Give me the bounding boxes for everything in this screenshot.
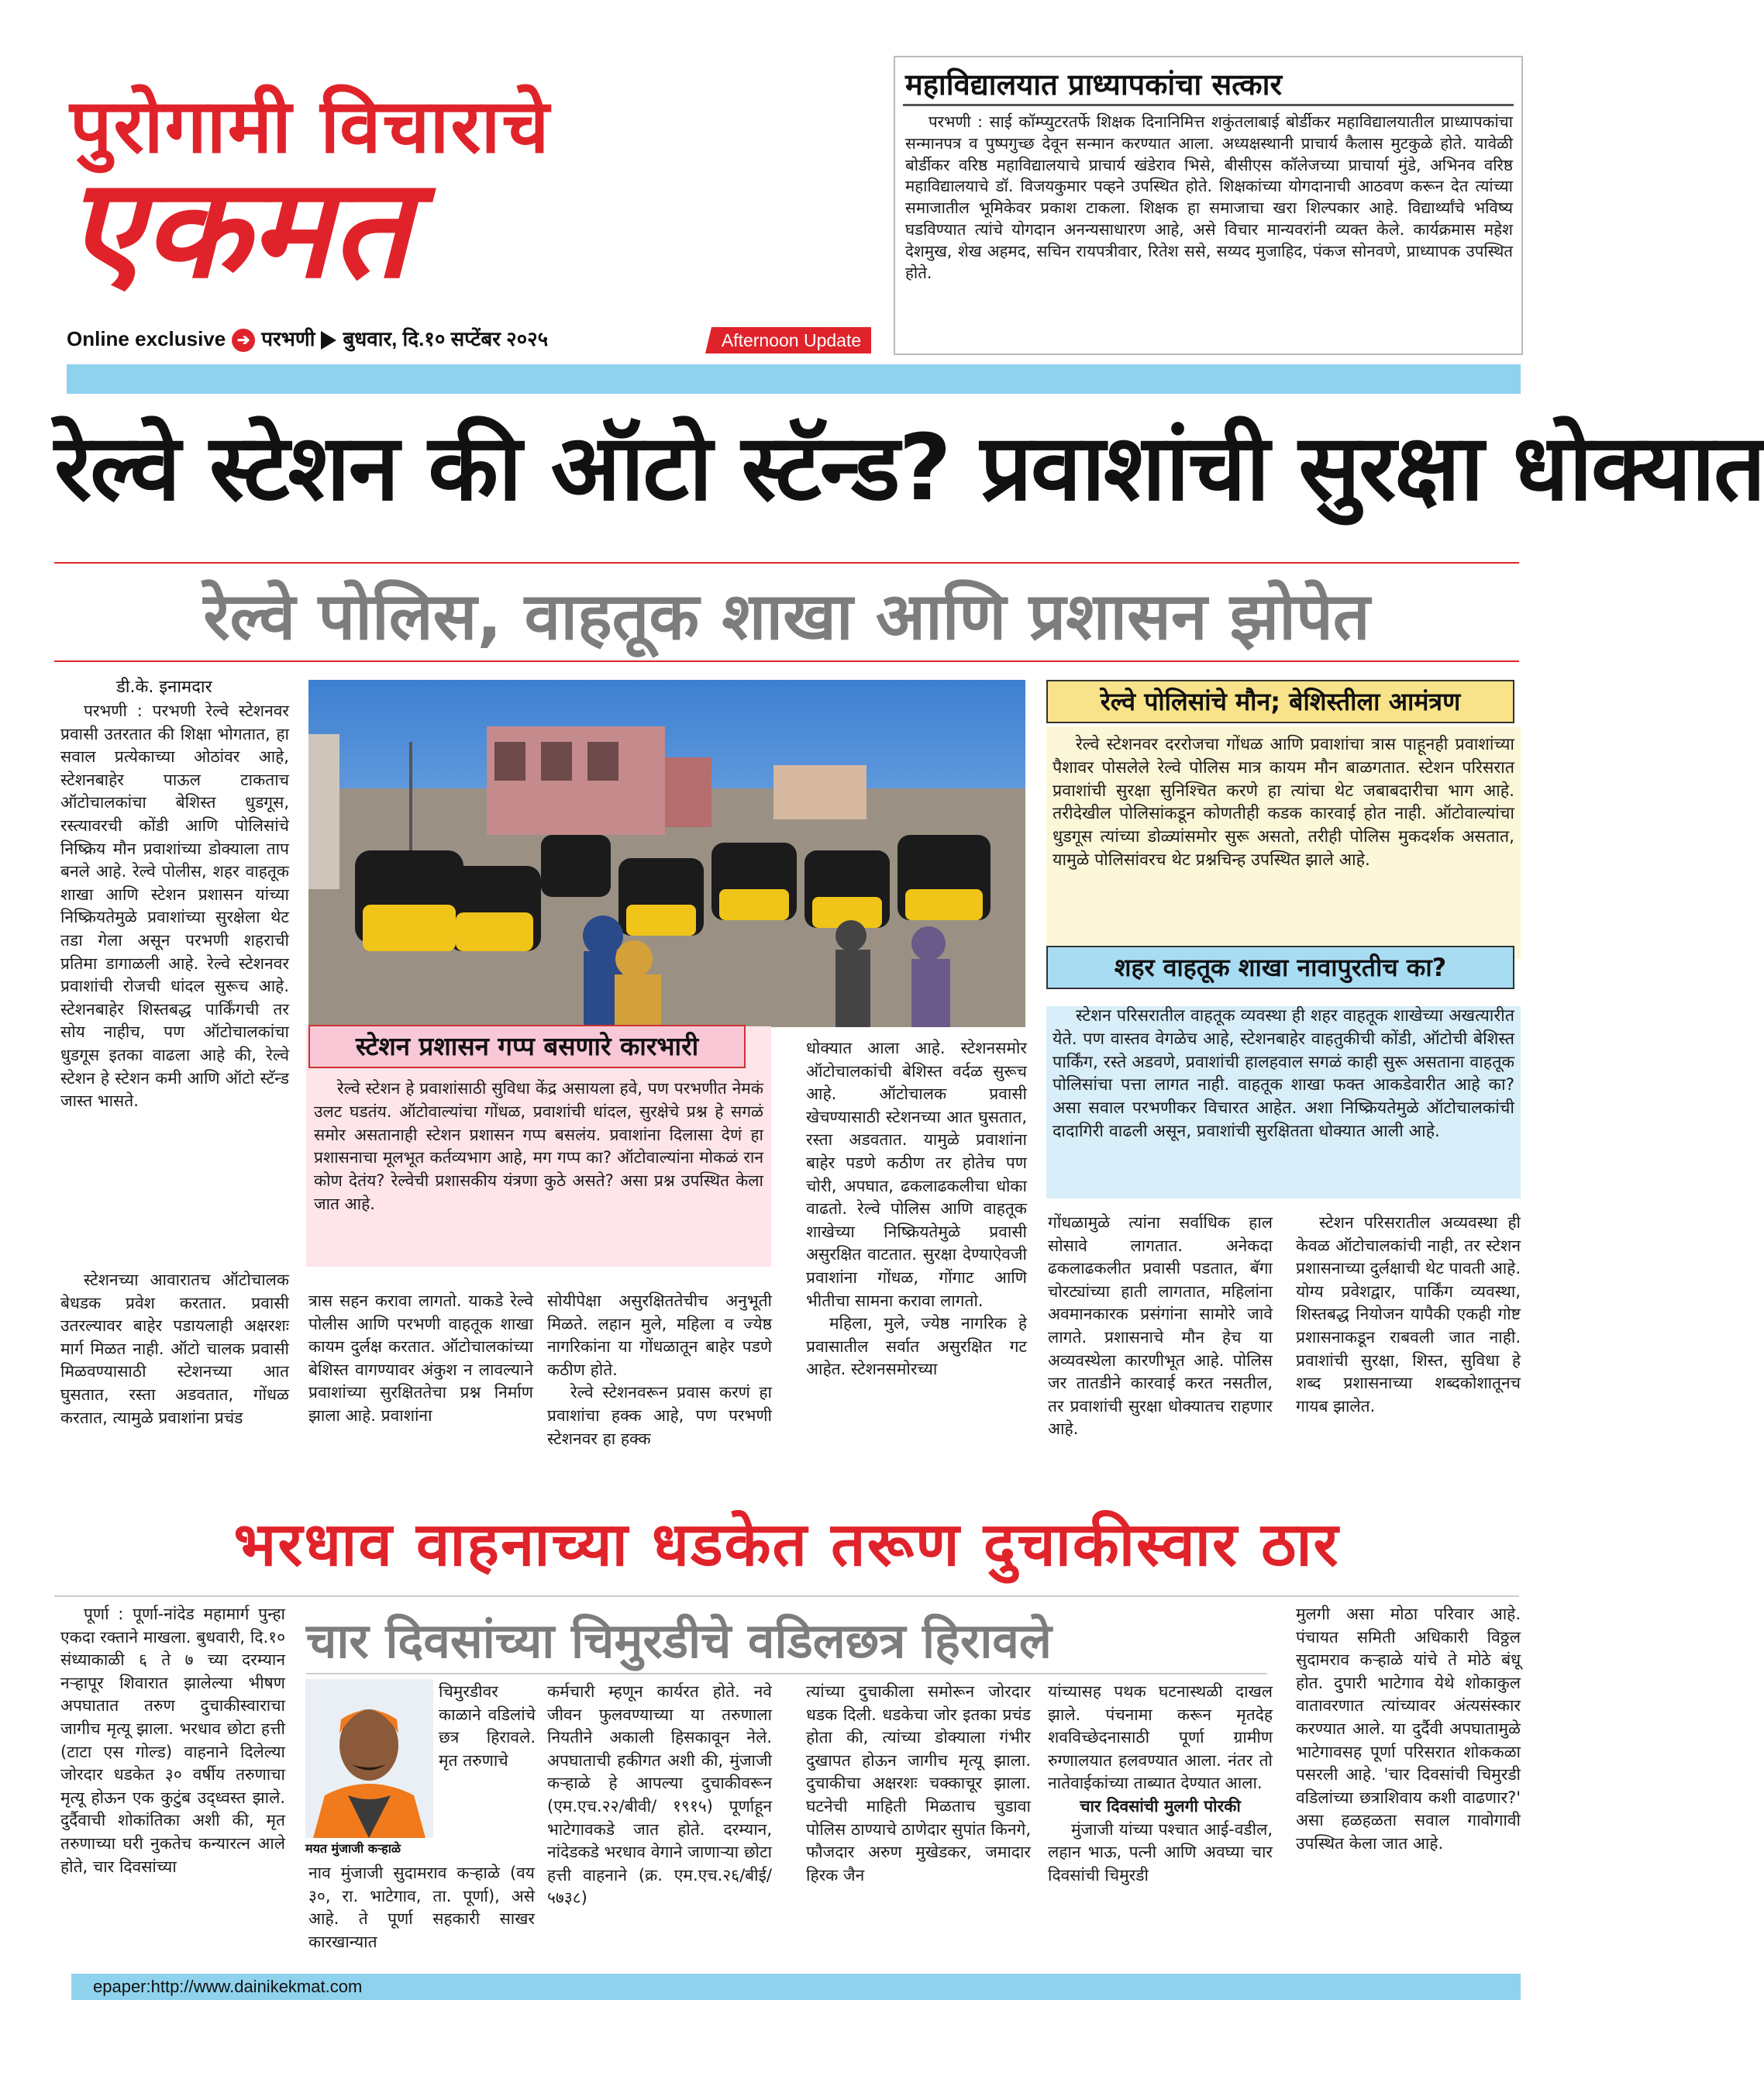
edition-place: परभणी bbox=[261, 327, 315, 350]
lead-column-2: त्रास सहन करावा लागतो. याकडे रेल्वे पोलीस आणि परभणी वाहतूक शाखा कायम दुर्लक्ष करतात. ऑटोचालकांच्या बेशिस्त वागण्यावर अंकुश न लावल्याने प्रवाशांच्या सुरक्षिततेचा प्रश्न निर्माण झाला आहे. प्रवाशांना bbox=[308, 1291, 533, 1425]
auto-rickshaw-crowd-image bbox=[308, 680, 1025, 1027]
second-column-2a: चिमुरडीवर काळाने वडिलांचे छत्र हिरावले. मृत तरुणाचे bbox=[439, 1682, 536, 1770]
pink-sidebar-body: रेल्वे स्टेशन हे प्रवाशांसाठी सुविधा केंद्र असायला हवे, पण परभणीत नेमकं उलट घडतंय. ऑटोवाल्यांचा गोंधळ, प्रवाशांची धांदल, सुरक्षेचे प्रश्न हे सगळं समोर असतानाही स्टेशन प्रशासन गप्प बसलंय. प्रवाशांना दिलासा देणं हा प्रशासनाचा मूलभूत कर्तव्यभाग आहे, मग गप्प का? ऑटोवाल्यांना मोकळं रान कोण देतंय? रेल्वेची प्रशासकीय यंत्रणा कुठे असते? असा प्रश्न उपस्थित केला जात आहे. bbox=[314, 1079, 763, 1213]
victim-photo-caption: मयत मुंजाजी कऱ्हाळे bbox=[305, 1841, 401, 1856]
station-photo bbox=[308, 680, 1025, 1027]
lead-column-5: गोंधळामुळे त्यांना सर्वाधिक हाल सोसावे लागतात. अनेकदा ढकलाढकलीत प्रवासी पडतात, बॅगा चोरट्यांच्या हाती लागतात, महिलांना अवमानकारक प्रसंगांना सामोरे जावे लागते. प्रशासनाचे मौन हेच या अव्यवस्थेला कारणीभूत आहे. पोलिस जर तातडीने कारवाई करत नसतील, तर प्रवाशांची सुरक्षा धोक्यातच राहणार आहे. bbox=[1048, 1213, 1273, 1439]
second-subheadline: चार दिवसांच्या चिमुरडीचे वडिलछत्र हिरावले bbox=[306, 1612, 1052, 1669]
second-subsection-title: चार दिवसांची मुलगी पोरकी bbox=[1080, 1796, 1241, 1816]
edition-line bbox=[67, 324, 548, 352]
lead-column-3: सोयीपेक्षा असुरक्षिततेचीच अनुभूती मिळते. लहान मुले, महिला व ज्येष्ठ नागरिकांना या गोंधळातून बाहेर पडणे कठीण होते. रेल्वे स्टेशनवरून प्रवास करणं हा प्रवाशांचा हक्क आहे, पण परभणी स्टेशनवर हा हक्क bbox=[547, 1291, 772, 1448]
divider bbox=[54, 1595, 1519, 1597]
pink-sidebar-title: स्टेशन प्रशासन गप्प बसणारे कारभारी bbox=[308, 1025, 746, 1068]
lead-column-1: परभणी : परभणी रेल्वे स्टेशनवर प्रवासी उतरतात की शिक्षा भोगतात, हा सवाल प्रत्येकाच्या ओठांवर आहे, स्टेशनबाहेर पाऊल टाकताच ऑटोचालकांचा बेशिस्त धुडगूस, रस्त्यावरची कोंडी आणि पोलिसांचे निष्क्रिय मौन प्रवाशांच्या डोक्याला ताप बनले आहे. रेल्वे पोलीस, शहर वाहतूक शाखा आणि स्टेशन प्रशासन यांच्या निष्क्रियतेमुळे प्रवाशांच्या सुरक्षेला थेट तडा गेला असून परभणी शहराची प्रतिमा डागाळली आहे. रेल्वे स्टेशनवर प्रवाशांची रोजची धांदल सुरूच आहे. स्टेशनबाहेर शिस्तबद्ध पार्किंगची तर सोय नाहीच, पण ऑटोचालकांचा धुडगूस इतका वाढला आहे की, रेल्वे स्टेशन हे स्टेशन कमी आणि ऑटो स्टॅन्ड जास्त भासते. bbox=[60, 702, 289, 1111]
blue-band bbox=[67, 364, 1521, 394]
second-column-3: कर्मचारी म्हणून कार्यरत होते. नवे जीवन फुलवण्याच्या या तरुणाला नियतीने अकाली हिसकावून नेले. अपघाताची हकीगत अशी की, मुंजाजी कऱ्हाळे हे आपल्या दुचाकीवरून (एम.एच.२२/बीवी/ १९१५) पूर्णाहून भाटेगावकडे जात होते. दरम्यान, नांदेडकडे भरधाव वेगाने जाणाऱ्या छोटा हत्ती वाहनाने (क्र. एम.एच.२६/बीई/५७३८) bbox=[547, 1682, 772, 1908]
arrow-right-icon: ➔ bbox=[232, 329, 255, 352]
play-icon bbox=[321, 331, 336, 350]
top-story-body: परभणी : साई कॉम्प्युटरतर्फे शिक्षक दिनानिमित्त शकुंतलाबाई बोर्डीकर महाविद्यालयातील प्राध्यापकांचा सन्मानपत्र व पुष्पगुच्छ देवून सन्मान करण्यात आला. अध्यक्षस्थानी प्राचार्य कैलास मुटकुळे होते. यावेळी बोर्डीकर वरिष्ठ महाविद्यालयाचे प्राचार्य खंडेराव भिसे, बीसीएस कॉलेजच्या प्राचार्या मुंडे, अभिनव वरिष्ठ महाविद्यालयाचे डॉ. विजयकुमार पव्हने उपस्थित होते. शिक्षकांच्या योगदानाची आठवण करून देत त्यांच्या समाजातील भूमिकेवर प्रकाश टाकला. शिक्षक हा समाजाचा खरा शिल्पकार आहे. विद्यार्थ्यांचे भविष्य घडविण्यात त्यांचे योगदान अनन्यसाधारण आहे, असे विचार मान्यवरांनी व्यक्त केले. कार्यक्रमास महेश देशमुख, शेख अहमद, सचिन रायपत्रीवार, रितेश ससे, सय्यद मुजाहिद, पंकज सोनवणे, प्राध्यापक उपस्थित होते. bbox=[905, 112, 1513, 282]
lead-column-1b: स्टेशनच्या आवारातच ऑटोचालक बेधडक प्रवेश करतात. प्रवासी उतरल्यावर बाहेर पडायलाही अक्षरशः मार्ग मिळत नाही. ऑटो चालक प्रवासी मिळवण्यासाठी स्टेशनच्या आत घुसतात, रस्ता अडवतात, गोंधळ करतात, त्यामुळे प्रवाशांना प्रचंड bbox=[60, 1271, 289, 1427]
online-label: Online exclusive bbox=[67, 327, 226, 350]
sidebar-box-traffic-body: स्टेशन परिसरातील वाहतूक व्यवस्था ही शहर वाहतूक शाखेच्या अखत्यारीत येते. पण वास्तव वेगळेच आहे, स्टेशनबाहेर वाहतुकीची कोंडी, ऑटोची बेशिस्त पार्किंग, रस्ते अडवणे, प्रवाशांची हालहवाल सगळं काही सुरू असताना वाहतूक पोलिसांचा पत्ता लागत नाही. वाहतूक शाखा फक्त आकडेवारीत आहे का? असा सवाल परभणीकर विचारत आहेत. अशा निष्क्रियतेमुळे ऑटोचालकांची दादागिरी वाढली असून, प्रवाशांची सुरक्षितता धोक्यात आली आहे. bbox=[1053, 1006, 1514, 1141]
masthead-logo: एकमत bbox=[67, 148, 411, 309]
sidebar-box-police-body: रेल्वे स्टेशनवर दररोजचा गोंधळ आणि प्रवाशांचा त्रास पाहूनही प्रवाशांच्या पैशावर पोसलेले रेल्वे पोलिस मात्र कायम मौन बाळगतात. स्टेशन परिसरात प्रवाशांची सुरक्षा सुनिश्चित करणे हा त्यांचा थेट जबाबदारीचा भाग आहे. तरीदेखील पोलिसांकडून कोणतीही कडक कारवाई होत नाही. ऑटोवाल्यांचा धुडगूस त्यांच्या डोळ्यांसमोर सुरू असतो, तरीही पोलिस मुकदर्शक असतात, यामुळे पोलिसांवरच थेट प्रश्नचिन्ह उपस्थित झाले आहे. bbox=[1053, 735, 1514, 870]
top-story-title: महाविद्यालयात प्राध्यापकांचा सत्कार bbox=[905, 67, 1282, 102]
divider bbox=[903, 104, 1514, 106]
second-column-1: पूर्णा : पूर्णा-नांदेड महामार्ग पुन्हा एकदा रक्ताने माखला. बुधवारी, दि.१० संध्याकाळी ६ ते ७ च्या दरम्यान नऱ्हापूर शिवारात झालेल्या भीषण अपघातात तरुण दुचाकीस्वाराचा जागीच मृत्यू झाला. भरधाव छोटा हत्ती (टाटा एस गोल्ड) वाहनाने दिलेल्या जोरदार धडकेत ३० वर्षीय तरुणाचा मृत्यू होऊन एक कुटुंब उद्ध्वस्त झाले. दुर्दैवाची शोकांतिका अशी की, मृत तरुणाच्या घरी नुकतेच कन्यारत्न आले होते, चार दिवसांच्या bbox=[60, 1605, 285, 1876]
divider bbox=[306, 1673, 1267, 1674]
second-column-5: यांच्यासह पथक घटनास्थळी दाखल झाले. पंचनामा करून मृतदेह शवविच्छेदनासाठी पूर्णा ग्रामीण रुग्णालयात हलवण्यात आला. नंतर तो नातेवाईकांच्या ताब्यात देण्यात आला. चार दिवसांची मुलगी पोरकी मुंजाजी यांच्या पश्चात आई-वडील, लहान भाऊ, पत्नी आणि अवघ्या चार दिवसांची चिमुरडी bbox=[1048, 1682, 1273, 1885]
victim-photo bbox=[305, 1679, 433, 1838]
lead-column-4: धोक्यात आला आहे. स्टेशनसमोर ऑटोचालकांची बेशिस्त वर्दळ सुरूच आहे. ऑटोचालक प्रवासी खेचण्यासाठी स्टेशनच्या आत घुसतात, रस्ता अडवतात. यामुळे प्रवाशांना बाहेर पडणे कठीण तर होतेच पण चोरी, अपघात, ढकलाढकलीचा धोका वाढतो. रेल्वे पोलिस आणि वाहतूक शाखेच्या निष्क्रियतेमुळे प्रवासी असुरक्षित वाटतात. सुरक्षा देण्याऐवजी प्रवाशांना गोंधळ, गोंगाट आणि भीतीचा सामना करावा लागतो. महिला, मुले, ज्येष्ठ नागरिक हे प्रवासातील सर्वात असुरक्षित गट आहेत. स्टेशनसमोरच्या bbox=[806, 1039, 1027, 1379]
portrait-image bbox=[305, 1679, 433, 1838]
byline: डी.के. इनामदार bbox=[116, 678, 212, 697]
lead-headline: रेल्वे स्टेशन की ऑटो स्टॅन्ड? प्रवाशांची सुरक्षा धोक्यात bbox=[54, 414, 1764, 521]
lead-column-6: स्टेशन परिसरातील अव्यवस्था ही केवळ ऑटोचालकांची नाही, तर स्टेशन प्रशासनाच्या दुर्लक्षाची थेट पावती आहे. योग्य प्रवेशद्वार, पार्किंग व्यवस्था, शिस्तबद्ध नियोजन यापैकी एकही गोष्ट प्रशासनाकडून राबवली जात नाही. प्रवाशांची सुरक्षा, शिस्त, सुविधा हे शब्द प्रशासनाच्या शब्दकोशातूनच गायब झालेत. bbox=[1296, 1213, 1521, 1416]
divider bbox=[54, 660, 1519, 662]
second-column-4: त्यांच्या दुचाकीला समोरून जोरदार धडक दिली. धडकेचा जोर इतका प्रचंड होता की, त्यांच्या डोक्याला गंभीर दुखापत होऊन जागीच मृत्यू झाला. दुचाकीचा अक्षरशः चक्काचूर झाला. घटनेची माहिती मिळताच चुडावा पोलिस ठाण्याचे ठाणेदार सुपांत किनगे, फौजदार अरुण मुखेडकर, जमादार हिरक जैन bbox=[806, 1682, 1031, 1885]
second-column-6: मुलगी असा मोठा परिवार आहे. पंचायत समिती अधिकारी विठ्ठल सुदामराव कऱ्हाळे यांचे ते मोठे बंधू होत. दुपारी भाटेगाव येथे शोकाकुल वातावरणात त्यांच्यावर अंत्यसंस्कार करण्यात आले. या दुर्दैवी अपघातामुळे भाटेगावसह पूर्णा परिसरात शोककळा पसरली आहे. 'चार दिवसांची चिमुरडी वडिलांच्या छत्राशिवाय कशी वाढणार?' असा हळहळता सवाल गावोगावी उपस्थित केला जात आहे. bbox=[1296, 1605, 1521, 1853]
edition-date: बुधवार, दि.१० सप्टेंबर २०२५ bbox=[343, 327, 549, 350]
masthead-tagline: पुरोगामी विचाराचे bbox=[70, 83, 551, 170]
second-headline: भरधाव वाहनाच्या धडकेत तरूण दुचाकीस्वार ठार bbox=[233, 1510, 1340, 1580]
second-column-2b: नाव मुंजाजी सुदामराव कऱ्हाळे (वय ३०, रा. भाटेगाव, ता. पूर्णा), असे आहे. ते पूर्णा सहकारी साखर कारखान्यात bbox=[308, 1864, 535, 1951]
epaper-link[interactable]: epaper:http://www.dainikekmat.com bbox=[93, 1977, 363, 1996]
sidebar-box-police-title: रेल्वे पोलिसांचे मौन; बेशिस्तीला आमंत्रण bbox=[1046, 680, 1514, 723]
lead-subheadline: रेल्वे पोलिस, वाहतूक शाखा आणि प्रशासन झोपेत bbox=[203, 578, 1370, 654]
afternoon-update-badge: Afternoon Update bbox=[711, 327, 871, 353]
divider bbox=[54, 562, 1519, 564]
sidebar-box-traffic-title: शहर वाहतूक शाखा नावापुरतीच का? bbox=[1046, 946, 1514, 989]
